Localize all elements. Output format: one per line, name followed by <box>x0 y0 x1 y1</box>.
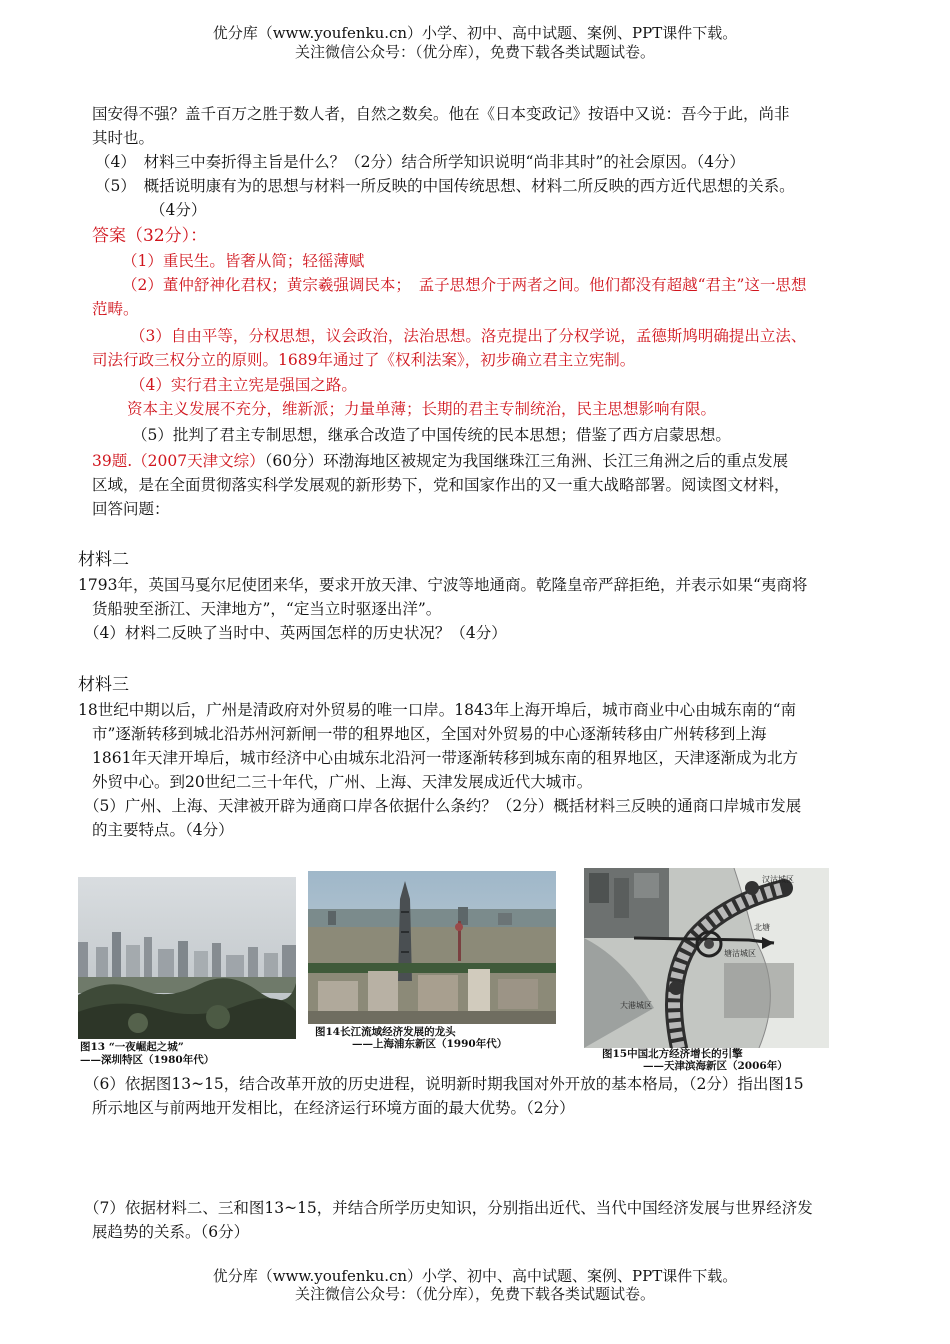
answer-2-line-2: 范畴。 <box>92 300 139 318</box>
answer-4b: 资本主义发展不充分，维新派；力量单薄；长期的君主专制统治，民主思想影响有限。 <box>127 400 717 418</box>
question-7-line-1: （7）依据材料二、三和图13~15，并结合所学历史知识，分别指出近代、当代中国经济发展与世界经济发 <box>84 1199 813 1217</box>
figure-15-map <box>584 868 829 1048</box>
q39-line-2: 区域，是在全面贯彻落实科学发展观的新形势下，党和国家作出的又一重大战略部署。阅读图文材料， <box>92 476 790 494</box>
material-3-line-1: 18世纪中期以后，广州是清政府对外贸易的唯一口岸。1843年上海开埠后，城市商业中心由城东南的“南 <box>78 701 797 719</box>
material-3-line-2: 市”逐渐转移到城北沿苏州河新闸一带的租界地区，全国对外贸易的中心逐渐转移由广州转移到上海 <box>92 725 767 743</box>
header-line-2: 关注微信公众号：（优分库），免费下载各类试题试卷。 <box>294 43 655 61</box>
q39-line-3: 回答问题： <box>92 500 170 518</box>
figure-14-caption-2: ——上海浦东新区（1990年代） <box>352 1038 508 1050</box>
question-7-line-2: 展趋势的关系。（6分） <box>92 1223 250 1241</box>
question-5a: （5） 概括说明康有为的思想与材料一所反映的中国传统思想、材料二所反映的西方近代思想的关系。 <box>95 177 795 195</box>
question-5a-score: （4分） <box>150 201 207 219</box>
footer-line-2: 关注微信公众号：（优分库），免费下载各类试题试卷。 <box>294 1285 655 1303</box>
intro-line-2: 其时也。 <box>92 129 155 147</box>
map-label-beitang: 北塘 <box>754 923 770 932</box>
material-3-question-5-line-1: （5）广州、上海、天津被开辟为通商口岸各依据什么条约？（2分）概括材料三反映的通商口岸城市发展 <box>84 797 802 815</box>
q39-number: 39题. <box>92 452 133 470</box>
q39-source: （2007天津文综） <box>132 452 265 470</box>
figure-13-photo <box>78 877 296 1039</box>
question-6-line-2: 所示地区与前两地开发相比，在经济运行环境方面的最大优势。（2分） <box>92 1099 575 1117</box>
footer-line-1: 优分库（www.youfenku.cn）小学、初中、高中试题、案例、PPT课件下载。 <box>212 1267 738 1285</box>
figure-15-caption-2: ——天津滨海新区（2006年） <box>643 1060 788 1072</box>
header-line-1: 优分库（www.youfenku.cn）小学、初中、高中试题、案例、PPT课件下载。 <box>212 24 738 42</box>
answer-4: （4）实行君主立宪是强国之路。 <box>130 376 357 394</box>
material-3-line-4: 外贸中心。到20世纪二三十年代，广州、上海、天津发展成近代大城市。 <box>92 773 593 791</box>
map-label-tanggu: 塘沽城区 <box>724 949 756 958</box>
figure-14-photo <box>308 871 556 1024</box>
map-label-hangu: 汉沽城区 <box>762 875 794 884</box>
answer-title: 答案（32分）： <box>92 226 208 246</box>
map-label-dagang: 大港城区 <box>620 1001 652 1010</box>
question-4a: （4） 材料三中奏折得主旨是什么？（2分）结合所学知识说明“尚非其时”的社会原因。（4分） <box>95 153 745 171</box>
material-3-question-5-line-2: 的主要特点。（4分） <box>92 821 234 839</box>
answer-3-line-1: （3）自由平等，分权思想，议会政治，法治思想。洛克提出了分权学说，孟德斯鸠明确提出立法、 <box>130 327 807 345</box>
material-3-line-3: 1861年天津开埠后，城市经济中心由城东北沿河一带逐渐转移到城东南的租界地区，天津逐渐成为北方 <box>92 749 798 767</box>
q39-line-1-text: （60分）环渤海地区被规定为我国继珠江三角洲、长江三角洲之后的重点发展 <box>264 452 789 470</box>
figure-13-caption-1: 图13 “一夜崛起之城” <box>80 1041 184 1053</box>
answer-2-line-1: （2）董仲舒神化君权；黄宗羲强调民本； 孟子思想介于两者之间。他们都没有超越“君主”这一思想 <box>122 276 807 294</box>
answer-5: （5）批判了君主专制思想，继承合改造了中国传统的民本思想；借鉴了西方启蒙思想。 <box>132 426 731 444</box>
material-2-question-4: （4）材料二反映了当时中、英两国怎样的历史状况？（4分） <box>84 624 507 642</box>
figure-14-caption-1: 图14长江流域经济发展的龙头 <box>315 1026 456 1038</box>
material-2-line-1: 1793年，英国马戛尔尼使团来华，要求开放天津、宁波等地通商。乾隆皇帝严辞拒绝，并表示如果“夷商将 <box>78 576 808 594</box>
material-2-line-2: 货船驶至浙江、天津地方”，“定当立时驱逐出洋”。 <box>92 600 442 618</box>
question-6-line-1: （6）依据图13~15，结合改革开放的历史进程，说明新时期我国对外开放的基本格局，（2分）指出图15 <box>84 1075 804 1093</box>
answer-1: （1）重民生。皆奢从简；轻徭薄赋 <box>122 252 365 270</box>
material-2-title: 材料二 <box>78 550 129 570</box>
material-3-title: 材料三 <box>78 675 129 695</box>
figure-15-caption-1: 图15中国北方经济增长的引擎 <box>602 1048 743 1060</box>
intro-line-1: 国安得不强？盖千百万之胜于数人者，自然之数矣。他在《日本变政记》按语中又说：吾今于此，尚非 <box>92 105 790 123</box>
answer-3-line-2: 司法行政三权分立的原则。1689年通过了《权利法案》，初步确立君主立宪制。 <box>92 351 636 369</box>
figure-13-caption-2: ——深圳特区（1980年代） <box>80 1054 215 1066</box>
q39-line-1 <box>92 450 788 472</box>
